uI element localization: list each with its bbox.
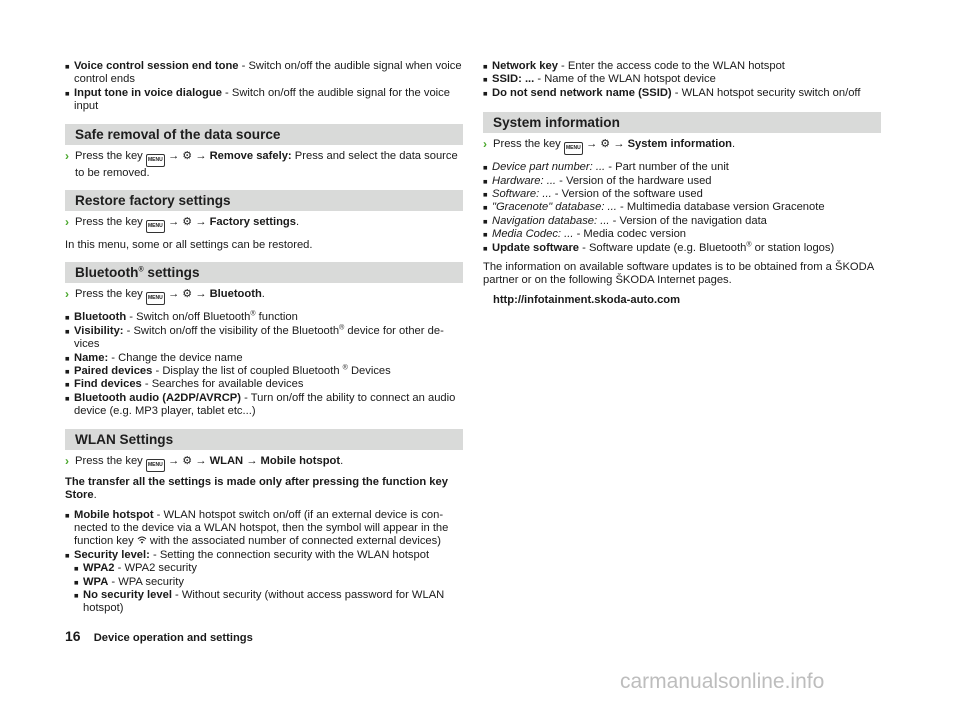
item-text: - Switch on/off the audible signal for the voice input — [74, 86, 450, 113]
item-title: WPA2 — [83, 562, 115, 575]
section-heading: Safe removal of the data source — [65, 124, 463, 145]
list-item — [483, 60, 881, 73]
list — [483, 161, 881, 255]
item-text: - Display the list of coupled Bluetooth — [152, 365, 343, 378]
instruction-step: › Press the key MENU → ⚙ → System information. — [483, 138, 881, 155]
list-item — [483, 215, 881, 228]
step-prefix: Press the key — [75, 216, 143, 229]
registered-mark: ® — [250, 310, 256, 318]
item-title: Find devices — [74, 378, 142, 391]
arrow-icon: → — [168, 288, 180, 301]
step-target: Remove safely: — [209, 149, 292, 162]
list-item — [65, 60, 463, 87]
instruction-step — [65, 150, 463, 180]
list-item — [483, 175, 881, 188]
item-text: - Name of the WLAN hotspot device — [534, 73, 716, 86]
item-title: SSID: ... — [492, 73, 535, 86]
item-text: - Version of the navigation data — [609, 214, 767, 227]
arrow-icon: → — [195, 454, 207, 467]
item-title: Device part number: ... — [492, 161, 606, 174]
item-title: Hardware: ... — [492, 174, 557, 187]
item-text: function — [255, 311, 298, 324]
note-paragraph: The transfer all the settings is made only after pressing the function key Store. — [65, 475, 448, 502]
list-item — [483, 161, 881, 174]
chevron-icon: › — [65, 287, 69, 302]
item-title: Bluetooth — [74, 311, 127, 324]
url-text: http://infotainment.skoda-auto.com — [493, 293, 681, 306]
item-text: - Media codec version — [573, 228, 687, 241]
item-text: - WLAN hotspot security switch on/off — [671, 86, 861, 99]
list-item — [65, 549, 463, 562]
item-title: Media Codec: ... — [492, 228, 574, 241]
list-item — [483, 228, 881, 241]
instruction-step: › Press the key MENU → ⚙ → WLAN → Mobile hotspot. — [65, 455, 463, 472]
menu-key-icon: MENU — [146, 154, 165, 167]
step-target: Mobile hotspot — [260, 454, 341, 467]
menu-key-icon: MENU — [146, 459, 165, 472]
item-text: - Setting the connection security with the WLAN hotspot — [149, 548, 430, 561]
item-title: Visibility: — [74, 324, 124, 337]
page-number: 16 — [65, 628, 81, 644]
step-prefix: Press the key — [75, 454, 143, 467]
item-title: Security level: — [74, 548, 150, 561]
arrow-icon: → — [246, 454, 258, 467]
arrow-icon: → — [168, 216, 180, 229]
arrow-icon: → — [168, 454, 180, 467]
item-text: - Searches for available devices — [141, 378, 304, 391]
item-title: Do not send network name (SSID) — [492, 86, 672, 99]
item-text: - WPA security — [108, 575, 184, 588]
registered-mark: ® — [339, 324, 345, 332]
instruction-step: › Press the key MENU → ⚙ → Factory settings. — [65, 216, 463, 233]
list-item — [65, 365, 463, 378]
list-item — [483, 87, 881, 100]
item-text: - Without security (without access password for WLAN hotspot) — [83, 588, 445, 615]
list-item — [483, 73, 881, 86]
footer-section-title: Device operation and settings — [93, 632, 253, 644]
menu-key-icon: MENU — [146, 220, 165, 233]
item-text: with the associated number of connected external devices) — [146, 535, 441, 548]
sub-list-item — [74, 576, 463, 589]
section-heading: WLAN Settings — [65, 429, 463, 450]
section-heading: System information — [483, 112, 881, 133]
registered-mark: ® — [746, 240, 752, 248]
list-item — [65, 378, 463, 391]
step-text: Press and select the data source to be removed. — [75, 149, 458, 179]
item-title: Software: ... — [492, 188, 552, 201]
list — [65, 509, 463, 616]
item-text: - Version of the hardware used — [556, 174, 712, 187]
instruction-step: › Press the key MENU → ⚙ → Bluetooth. — [65, 288, 463, 305]
left-column — [65, 60, 463, 616]
list — [65, 311, 463, 418]
chevron-icon: › — [65, 148, 69, 163]
list-item — [65, 509, 463, 549]
step-prefix: Press the key — [493, 138, 561, 151]
list-item — [65, 392, 463, 419]
item-text: - Enter the access code to the WLAN hotspot — [557, 60, 785, 72]
item-title: WPA — [83, 575, 109, 588]
step-prefix: Press the key — [75, 288, 143, 301]
item-title: Mobile hotspot — [74, 508, 154, 521]
list-item — [65, 325, 463, 352]
heading-text: Bluetooth — [75, 265, 139, 281]
step-target: Bluetooth — [209, 288, 262, 301]
list-item — [65, 352, 463, 365]
item-text: - Change the device name — [108, 351, 243, 364]
step-target: WLAN — [209, 454, 244, 467]
item-text: - Switch on/off Bluetooth — [126, 311, 251, 324]
registered-mark: ® — [138, 266, 144, 274]
sub-list-item — [74, 562, 463, 575]
item-title: Bluetooth audio (A2DP/AVRCP) — [74, 391, 241, 404]
item-title: Input tone in voice dialogue — [74, 86, 222, 99]
item-text: - WLAN hotspot switch on/off (if an external device is connected to the device via a WLAN hotspot, then the symbol will appear in the function key — [74, 508, 449, 548]
list-item — [483, 242, 881, 255]
item-text: - Turn on/off the ability to connect an audio device (e.g. MP3 player, tablet etc...) — [74, 391, 456, 418]
item-text: - Version of the software used — [551, 188, 703, 201]
chevron-icon: › — [65, 453, 69, 468]
menu-key-icon: MENU — [146, 292, 165, 305]
item-title: Navigation database: ... — [492, 214, 610, 227]
item-title: Paired devices — [74, 365, 153, 378]
step-prefix: Press the key — [75, 149, 143, 162]
arrow-icon: → — [195, 216, 207, 229]
gear-icon: ⚙ — [182, 454, 193, 467]
item-text: - Switch on/off the visibility of the Bluetooth — [123, 324, 340, 337]
right-column — [483, 60, 881, 307]
watermark: carmanualsonline.info — [620, 670, 825, 693]
item-title: "Gracenote" database: ... — [492, 201, 617, 214]
registered-mark: ® — [342, 364, 348, 372]
list-item — [483, 201, 881, 214]
list-item — [65, 311, 463, 324]
item-title: Update software — [492, 241, 580, 254]
item-text: - Software update (e.g. Bluetooth — [579, 241, 747, 254]
wifi-icon — [137, 535, 147, 544]
step-target: System information — [627, 138, 733, 151]
heading-text: settings — [143, 265, 200, 281]
item-title: Network key — [492, 60, 558, 72]
arrow-icon: → — [195, 288, 207, 301]
item-title: No security level — [83, 588, 172, 601]
item-title: Name: — [74, 351, 109, 364]
item-text: Devices — [347, 365, 391, 378]
note-text: The transfer all the settings is made only after pressing the function key Store — [65, 475, 448, 502]
arrow-icon: → — [195, 149, 207, 162]
section-heading — [65, 262, 463, 283]
item-text: device for other devices — [74, 324, 444, 351]
gear-icon: ⚙ — [182, 149, 193, 162]
item-text: - Switch on/off the audible signal when voice control ends — [74, 60, 462, 86]
section-heading: Restore factory settings — [65, 190, 463, 211]
gear-icon: ⚙ — [182, 288, 193, 301]
item-text: - Multimedia database version Gracenote — [616, 201, 825, 214]
list-item — [483, 188, 881, 201]
item-text: - Part number of the unit — [605, 161, 729, 174]
arrow-icon: → — [586, 138, 598, 151]
page-footer — [65, 628, 253, 644]
gear-icon: ⚙ — [182, 216, 193, 229]
step-target: Factory settings — [209, 216, 296, 229]
arrow-icon: → — [168, 149, 180, 162]
chevron-icon: › — [483, 137, 487, 152]
chevron-icon: › — [65, 215, 69, 230]
paragraph: The information on available software updates is to be obtained from a ŠKODA partner or on the following ŠKODA Internet pages. — [483, 261, 874, 287]
gear-icon: ⚙ — [600, 138, 611, 151]
list-item — [65, 87, 463, 114]
item-text: - WPA2 security — [114, 562, 197, 575]
arrow-icon: → — [613, 138, 625, 151]
paragraph: In this menu, some or all settings can be restored. — [65, 239, 313, 252]
item-text: or station logos) — [751, 241, 835, 254]
sub-list-item — [74, 589, 463, 616]
menu-key-icon: MENU — [564, 142, 583, 155]
item-title: Voice control session end tone — [74, 60, 239, 72]
